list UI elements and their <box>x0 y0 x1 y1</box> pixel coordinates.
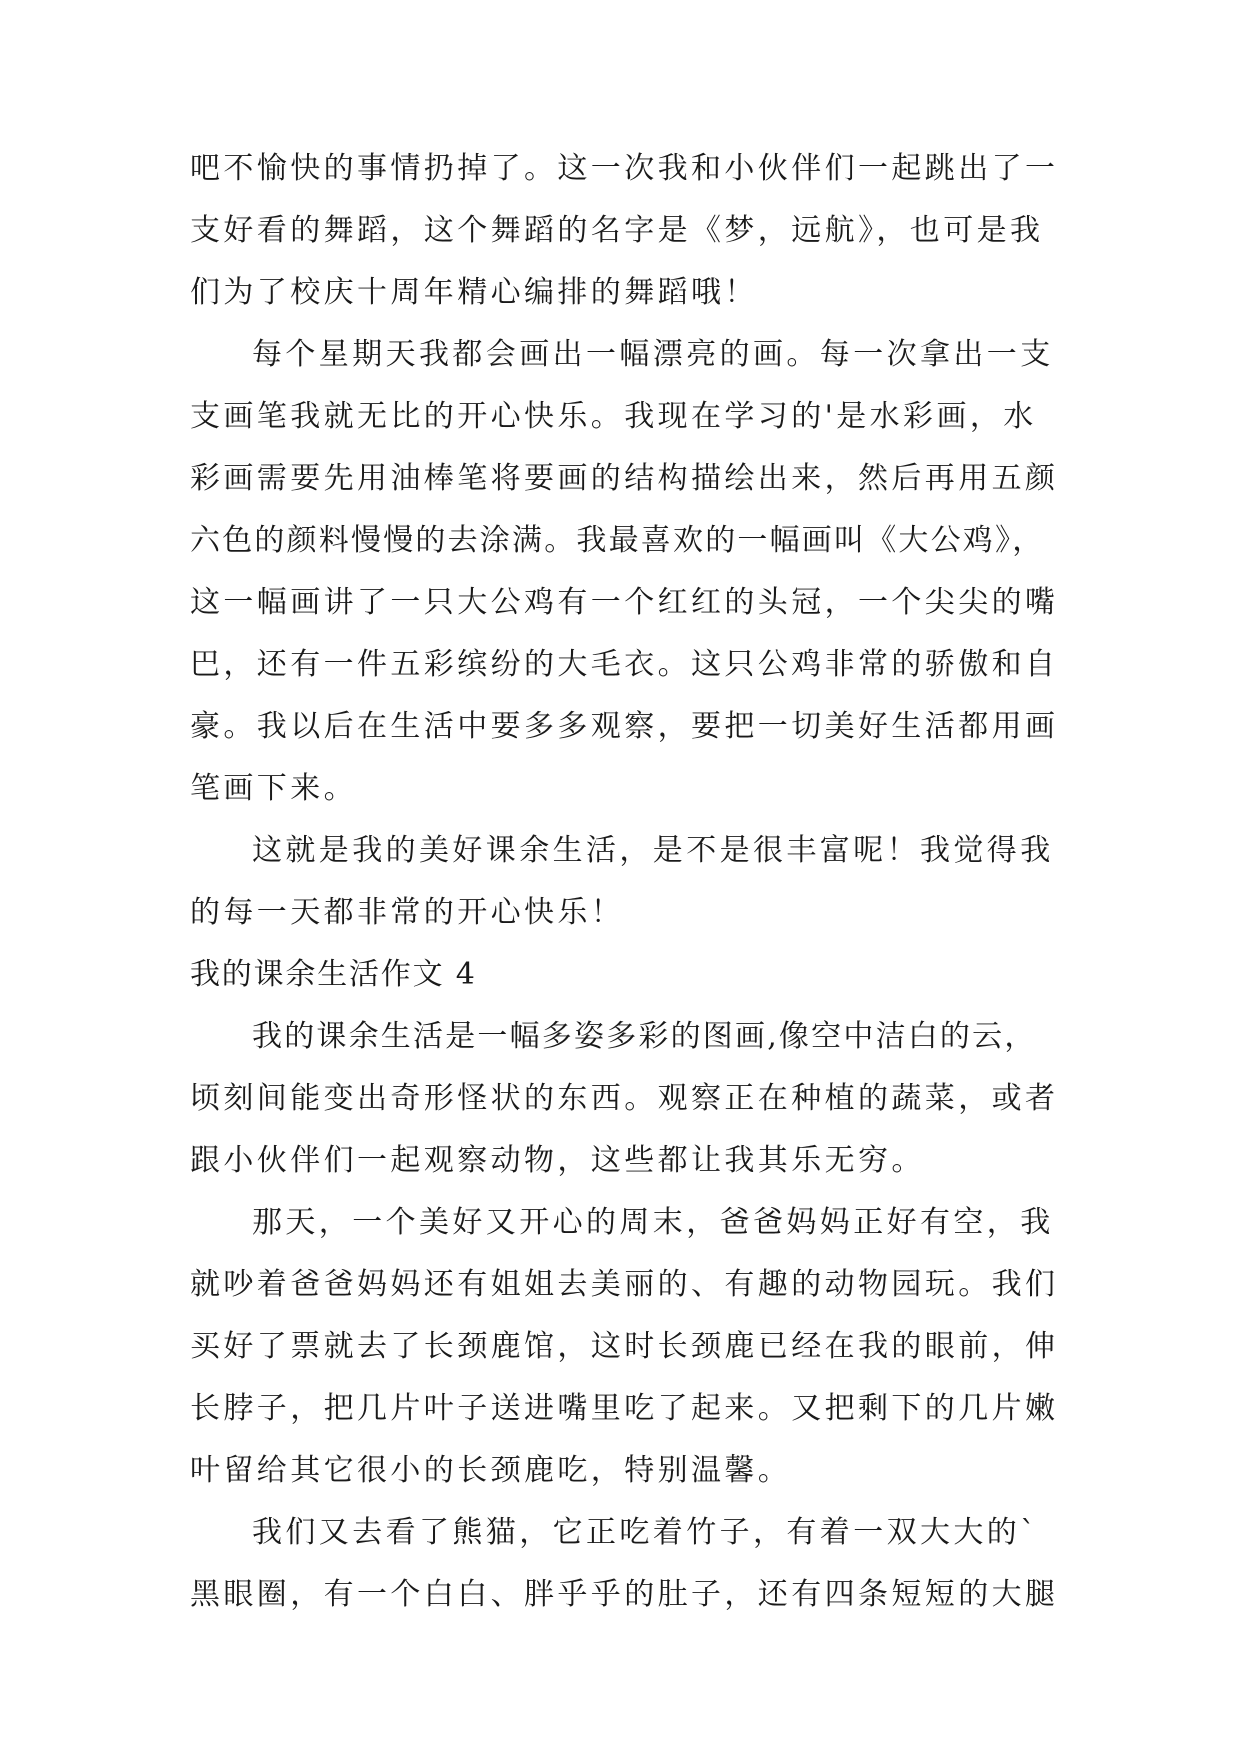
paragraph-first-line: 我们又去看了熊猫，它正吃着竹子，有着一双大大的` <box>252 1515 1039 1550</box>
text-line: 们为了校庆十周年精心编排的舞蹈哦！ <box>190 275 758 310</box>
paragraph-first-line: 我的课余生活是一幅多姿多彩的图画,像空中洁白的云， <box>252 1019 1037 1054</box>
text-line: 彩画需要先用油棒笔将要画的结构描绘出来，然后再用五颜 <box>190 461 1059 496</box>
document-page <box>190 138 1062 1626</box>
paragraph-first-line: 每个星期天我都会画出一幅漂亮的画。每一次拿出一支 <box>252 337 1054 372</box>
text-line: 就吵着爸爸妈妈还有姐姐去美丽的、有趣的动物园玩。我们 <box>190 1267 1059 1302</box>
paragraph-first-line: 这就是我的美好课余生活，是不是很丰富呢！我觉得我 <box>252 833 1054 868</box>
text-line: 豪。我以后在生活中要多多观察，要把一切美好生活都用画 <box>190 709 1059 744</box>
section-heading: 我的课余生活作文 4 <box>190 957 477 992</box>
text-line: 吧不愉快的事情扔掉了。这一次我和小伙伴们一起跳出了一 <box>190 151 1059 186</box>
paragraph-first-line: 那天，一个美好又开心的周末，爸爸妈妈正好有空，我 <box>252 1205 1054 1240</box>
text-line: 这一幅画讲了一只大公鸡有一个红红的头冠，一个尖尖的嘴 <box>190 585 1059 620</box>
text-line: 顷刻间能变出奇形怪状的东西。观察正在种植的蔬菜，或者 <box>190 1081 1059 1116</box>
text-line: 长脖子，把几片叶子送进嘴里吃了起来。又把剩下的几片嫩 <box>190 1391 1059 1426</box>
text-line: 叶留给其它很小的长颈鹿吃，特别温馨。 <box>190 1453 792 1488</box>
text-line: 六色的颜料慢慢的去涂满。我最喜欢的一幅画叫《大公鸡》， <box>190 523 1045 558</box>
text-line: 支画笔我就无比的开心快乐。我现在学习的'是水彩画，水 <box>190 399 1037 434</box>
text-line: 支好看的舞蹈，这个舞蹈的名字是《梦，远航》，也可是我 <box>190 213 1044 248</box>
text-line: 的每一天都非常的开心快乐！ <box>190 895 625 930</box>
text-line: 跟小伙伴们一起观察动物，这些都让我其乐无穷。 <box>190 1143 925 1178</box>
text-line: 巴，还有一件五彩缤纷的大毛衣。这只公鸡非常的骄傲和自 <box>190 647 1059 682</box>
text-line: 买好了票就去了长颈鹿馆，这时长颈鹿已经在我的眼前，伸 <box>190 1329 1059 1364</box>
text-line: 黑眼圈，有一个白白、胖乎乎的肚子，还有四条短短的大腿 <box>190 1577 1059 1612</box>
text-line: 笔画下来。 <box>190 771 357 806</box>
